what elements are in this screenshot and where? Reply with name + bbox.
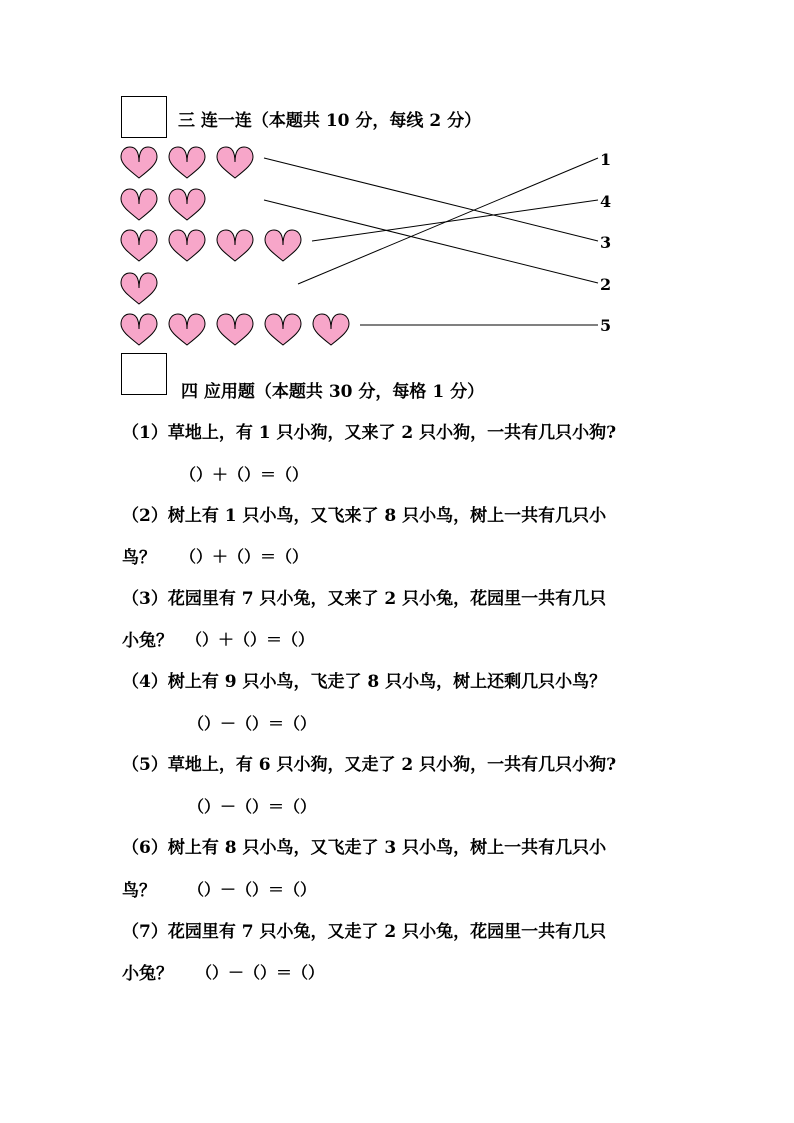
section-4-title: 四 应用题（本题共 30 分，每格 1 分） — [181, 382, 485, 402]
heart-icon — [169, 147, 205, 178]
problem-7-answer-formula[interactable]: （）－（）＝（） — [196, 963, 325, 982]
problem-7-text-cont: 小兔？ — [122, 964, 173, 984]
heart-icon — [121, 230, 157, 261]
problem-4-text: （4）树上有 9 只小鸟，飞走了 8 只小鸟，树上还剩几只小鸟？ — [122, 672, 607, 692]
heart-icon — [313, 314, 349, 345]
match-line — [264, 200, 598, 283]
problem-5-answer-formula[interactable]: （）－（）＝（） — [188, 797, 317, 816]
heart-icon — [169, 230, 205, 261]
match-number-3: 3 — [600, 233, 612, 252]
match-line — [312, 200, 598, 241]
match-number-2: 2 — [600, 275, 612, 294]
match-number-5: 5 — [600, 316, 612, 335]
heart-icon — [265, 230, 301, 261]
heart-icon — [217, 230, 253, 261]
problem-1-answer-formula[interactable]: （）＋（）＝（） — [180, 465, 309, 484]
heart-icon — [121, 273, 157, 304]
problem-3-answer-formula[interactable]: （）＋（）＝（） — [186, 630, 315, 649]
problem-4-answer-formula[interactable]: （）－（）＝（） — [188, 714, 317, 733]
heart-icon — [121, 189, 157, 220]
score-box-section-4[interactable] — [121, 353, 167, 395]
heart-icon — [265, 314, 301, 345]
section-3-title: 三 连一连（本题共 10 分，每线 2 分） — [178, 111, 482, 131]
heart-icon — [217, 147, 253, 178]
problem-3-text-cont: 小兔？ — [122, 631, 173, 651]
match-number-4: 4 — [600, 192, 612, 211]
problem-2-text: （2）树上有 1 只小鸟，又飞来了 8 只小鸟，树上一共有几只小 — [122, 506, 607, 526]
problem-5-text: （5）草地上，有 6 只小狗，又走了 2 只小狗，一共有几只小狗? — [122, 755, 617, 775]
heart-icon — [217, 314, 253, 345]
heart-icon — [121, 314, 157, 345]
problem-2-answer-formula[interactable]: （）＋（）＝（） — [180, 547, 309, 566]
problem-6-answer-formula[interactable]: （）－（）＝（） — [188, 880, 317, 899]
heart-icon — [169, 314, 205, 345]
heart-icon — [121, 147, 157, 178]
heart-icon — [169, 189, 205, 220]
problem-6-text: （6）树上有 8 只小鸟，又飞走了 3 只小鸟，树上一共有几只小 — [122, 838, 607, 858]
problem-2-text-cont: 鸟？ — [122, 548, 156, 568]
matching-diagram — [0, 0, 794, 360]
problem-7-text: （7）花园里有 7 只小兔，又走了 2 只小兔，花园里一共有几只 — [122, 922, 607, 942]
problem-1-text: （1）草地上，有 1 只小狗，又来了 2 只小狗，一共有几只小狗? — [122, 423, 617, 443]
match-line — [298, 158, 598, 284]
problem-3-text: （3）花园里有 7 只小兔，又来了 2 只小兔，花园里一共有几只 — [122, 589, 607, 609]
match-number-1: 1 — [600, 150, 612, 169]
problem-6-text-cont: 鸟？ — [122, 881, 156, 901]
